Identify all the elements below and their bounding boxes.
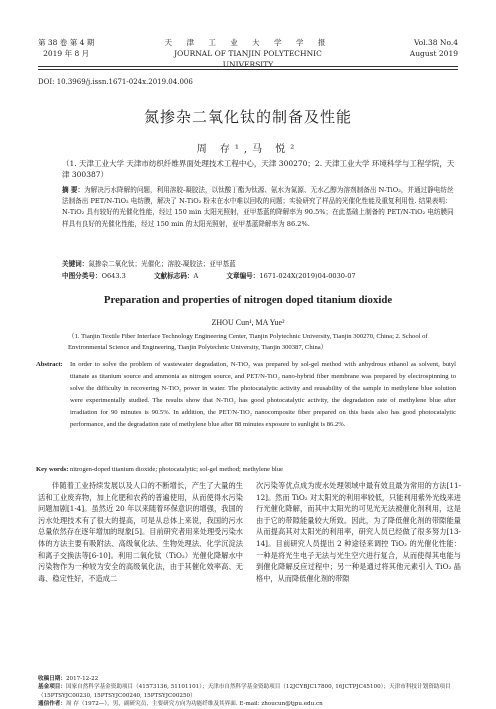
received-label: 收稿日期：: [38, 676, 66, 682]
journal-header: [38, 37, 458, 67]
body-paragraph: 次污染等优点成为废水处理领域中最有效且最为常用的方法[11-12]。然而 TiO₂ 对太阳光的利用率较低，只能利用紫外光线来进行光催化降解，而其中太阳光的可见光无法被催化剂利用，这是由于它的带隙能量较大所致。因此，为了降低催化剂的带隙能量从而提高其对太阳光的利用率，研究人员已经做了很多努力[13-14]。目前研究人员提出 2 种途径来调控 TiO₂ 的光催化性能：一种是将光生电子无法与光生空穴进行复合，从而使得其电能与到催化降解反应过程中；另一种是通过将其他元素引入 TiO₂ 晶格中，从而降低催化剂的带隙: [256, 481, 461, 583]
fund-label: 基金项目：: [38, 684, 66, 690]
journal-name-en: JOURNAL OF TIANJIN POLYTECHNIC UNIVERSITY: [174, 49, 322, 69]
authors-en: ZHOU Cun¹, MA Yue²: [211, 318, 285, 327]
abstract-en-label: Abstract:: [36, 361, 63, 368]
doc-code: A: [193, 272, 199, 280]
abstract-en: [36, 359, 456, 430]
clc-label: 中图分类号：: [62, 272, 102, 280]
body-column-left: [38, 480, 243, 584]
abstract-cn: [62, 185, 456, 230]
volume-cn: 第 38 卷 第 4 期: [38, 38, 95, 47]
header-right: [410, 37, 458, 59]
keywords-cn: [62, 258, 456, 268]
fund-text: 国家自然科学基金资助项目（41573136, 51101101）；天津市自然科学基金资助项目（12JCYBJC17800, 16JCTPJC45100）；天津市科技计划资助项目（15PTSYJC00230, 15PTSYJC00240, 15PTSYJC00250）: [38, 684, 451, 699]
footnote-author: [38, 700, 458, 709]
footnote-fund: [38, 683, 458, 700]
abstract-en-text: In order to solve the problem of wastewater degradation, N-TiO₂ was prepared by sol-gel method with anhydrous ethanol as solvent, butyl titanate as titanium source and ammonia as nitrogen source, and PET/N-TiO₂ nano-hybrid fiber membrane was prepared by electrospinning to solve the difficulty in recovering N-TiO₂ power in water. The photocatalytic activity and reusability of the sample in methylene blue solution were experimentally studied. The results show that N-TiO₂ has good photocatalytic activity, the degradation rate of methylene blue after irradiation for 90 minutes is 90.5%. In addition, the PET/N-TiO₂ nanocomposite fiber prepared on this basis also has good photocatalytic performance, and the degradation rate of methylene blue after 88 minutes exposure to sunlight is 86.2%.: [70, 361, 456, 428]
classification-line: [62, 270, 456, 280]
header-rule-thin: [38, 69, 458, 70]
date-en: August 2019: [409, 49, 458, 58]
volume-en: Vol.38 No.4: [413, 38, 458, 47]
corresponding-author-label: 通信作者：: [38, 701, 66, 707]
abstract-cn-label: 摘 要：: [62, 186, 85, 194]
affiliation-en: （1. Tianjin Textile Fiber Interface Technology Engineering Center, Tianjin Polytechnic University, Tianjin 300270, China; 2. School of Environmental Science and Engineering, Tianjin Polytechnic University, Tianjin 300387, China）: [68, 333, 428, 351]
keywords-cn-text: 氮掺杂二氧化钛；光催化；溶胶-凝胶法；亚甲基蓝: [88, 260, 236, 268]
article-id: 1671-024X(2019)04-0030-07: [259, 272, 356, 280]
keywords-en-label: Key words:: [36, 466, 69, 473]
body-paragraph: 伴随着工业持续发展以及人口的不断增长，产生了大量的生活和工业废弃物，加上化肥和农药的普遍使用，从而使得水污染问题加剧[1-4]。虽然近 20 年以来随着环保意识的增强，我国的污水处理技术有了很大的提高，可是从总体上来说，我国的污水总量依然存在逐年增加的现象[5]。目前研究者用来处理受污染水体的方法主要有吸附法、高级氧化法、生物处理法、化学沉淀法和离子交换法等[6-10]。利用二氧化钛（TiO₂）光催化降解水中污染物作为一种较为安全的高级氧化法，由于其催化效率高、无毒、稳定性好，不造成二: [38, 481, 243, 583]
doi: DOI: 10.3969/j.issn.1671-024x.2019.04.006: [38, 78, 193, 86]
body-column-right: [256, 480, 461, 584]
affiliation-cn: （1. 天津工业大学 天津市纺织纤维界面处理技术工程中心，天津 300270；2. 天津工业大学 环境科学与工程学院，天津 300387）: [62, 159, 455, 179]
keywords-en: [36, 466, 456, 473]
journal-name-cn: 天 津 工 业 大 学 学 报: [164, 38, 332, 47]
date-cn: 2019 年 8 月: [43, 49, 90, 58]
keywords-en-text: nitrogen-doped titanium dioxide; photocatalytic; sol-gel method; methylene blue: [70, 466, 283, 473]
received-date: 2017-12-22: [65, 676, 99, 682]
article-id-label: 文章编号：: [226, 272, 260, 280]
doc-code-label: 文献标志码：: [153, 272, 194, 280]
header-rule-thick: [38, 66, 458, 67]
title-cn: 氮掺杂二氧化钛的制备及性能: [143, 108, 352, 126]
authors-cn: 周 存¹,马 悦²: [196, 144, 300, 155]
header-left: [38, 37, 94, 59]
title-en: Preparation and properties of nitrogen doped titanium dioxide: [103, 294, 393, 306]
corresponding-author-text: 周 存（1972—），男，副研究员，主要研究方向为功能纤维及其界面. E-mail: zhoucun@tjpu.edu.cn: [65, 701, 323, 707]
abstract-cn-text: 为解决污水降解的问题，利用溶胶-凝胶法，以钛酸丁酯为钛源、氨水为氮源、无水乙醇为溶剂制备出 N-TiO₂，并通过静电纺丝法制备出 PET/N-TiO₂ 电纺膜，解决了 N-TiO₂ 粉末在水中难以回收的问题；实验研究了样品的光催化性能及重复利用性. 结果表明：N-TiO₂ 具有较好的光催化性能，经过 150 min 太阳光照射，亚甲基蓝的降解率为 90.5%；在此基础上制备的 PET/N-TiO₂ 电纺膜同样具有良好的光催化性能，经过 150 min 的太阳光照射，亚甲基蓝降解率为 86.2%.: [62, 186, 454, 228]
keywords-cn-label: 关键词：: [62, 260, 89, 268]
clc-number: O643.3: [101, 272, 126, 280]
